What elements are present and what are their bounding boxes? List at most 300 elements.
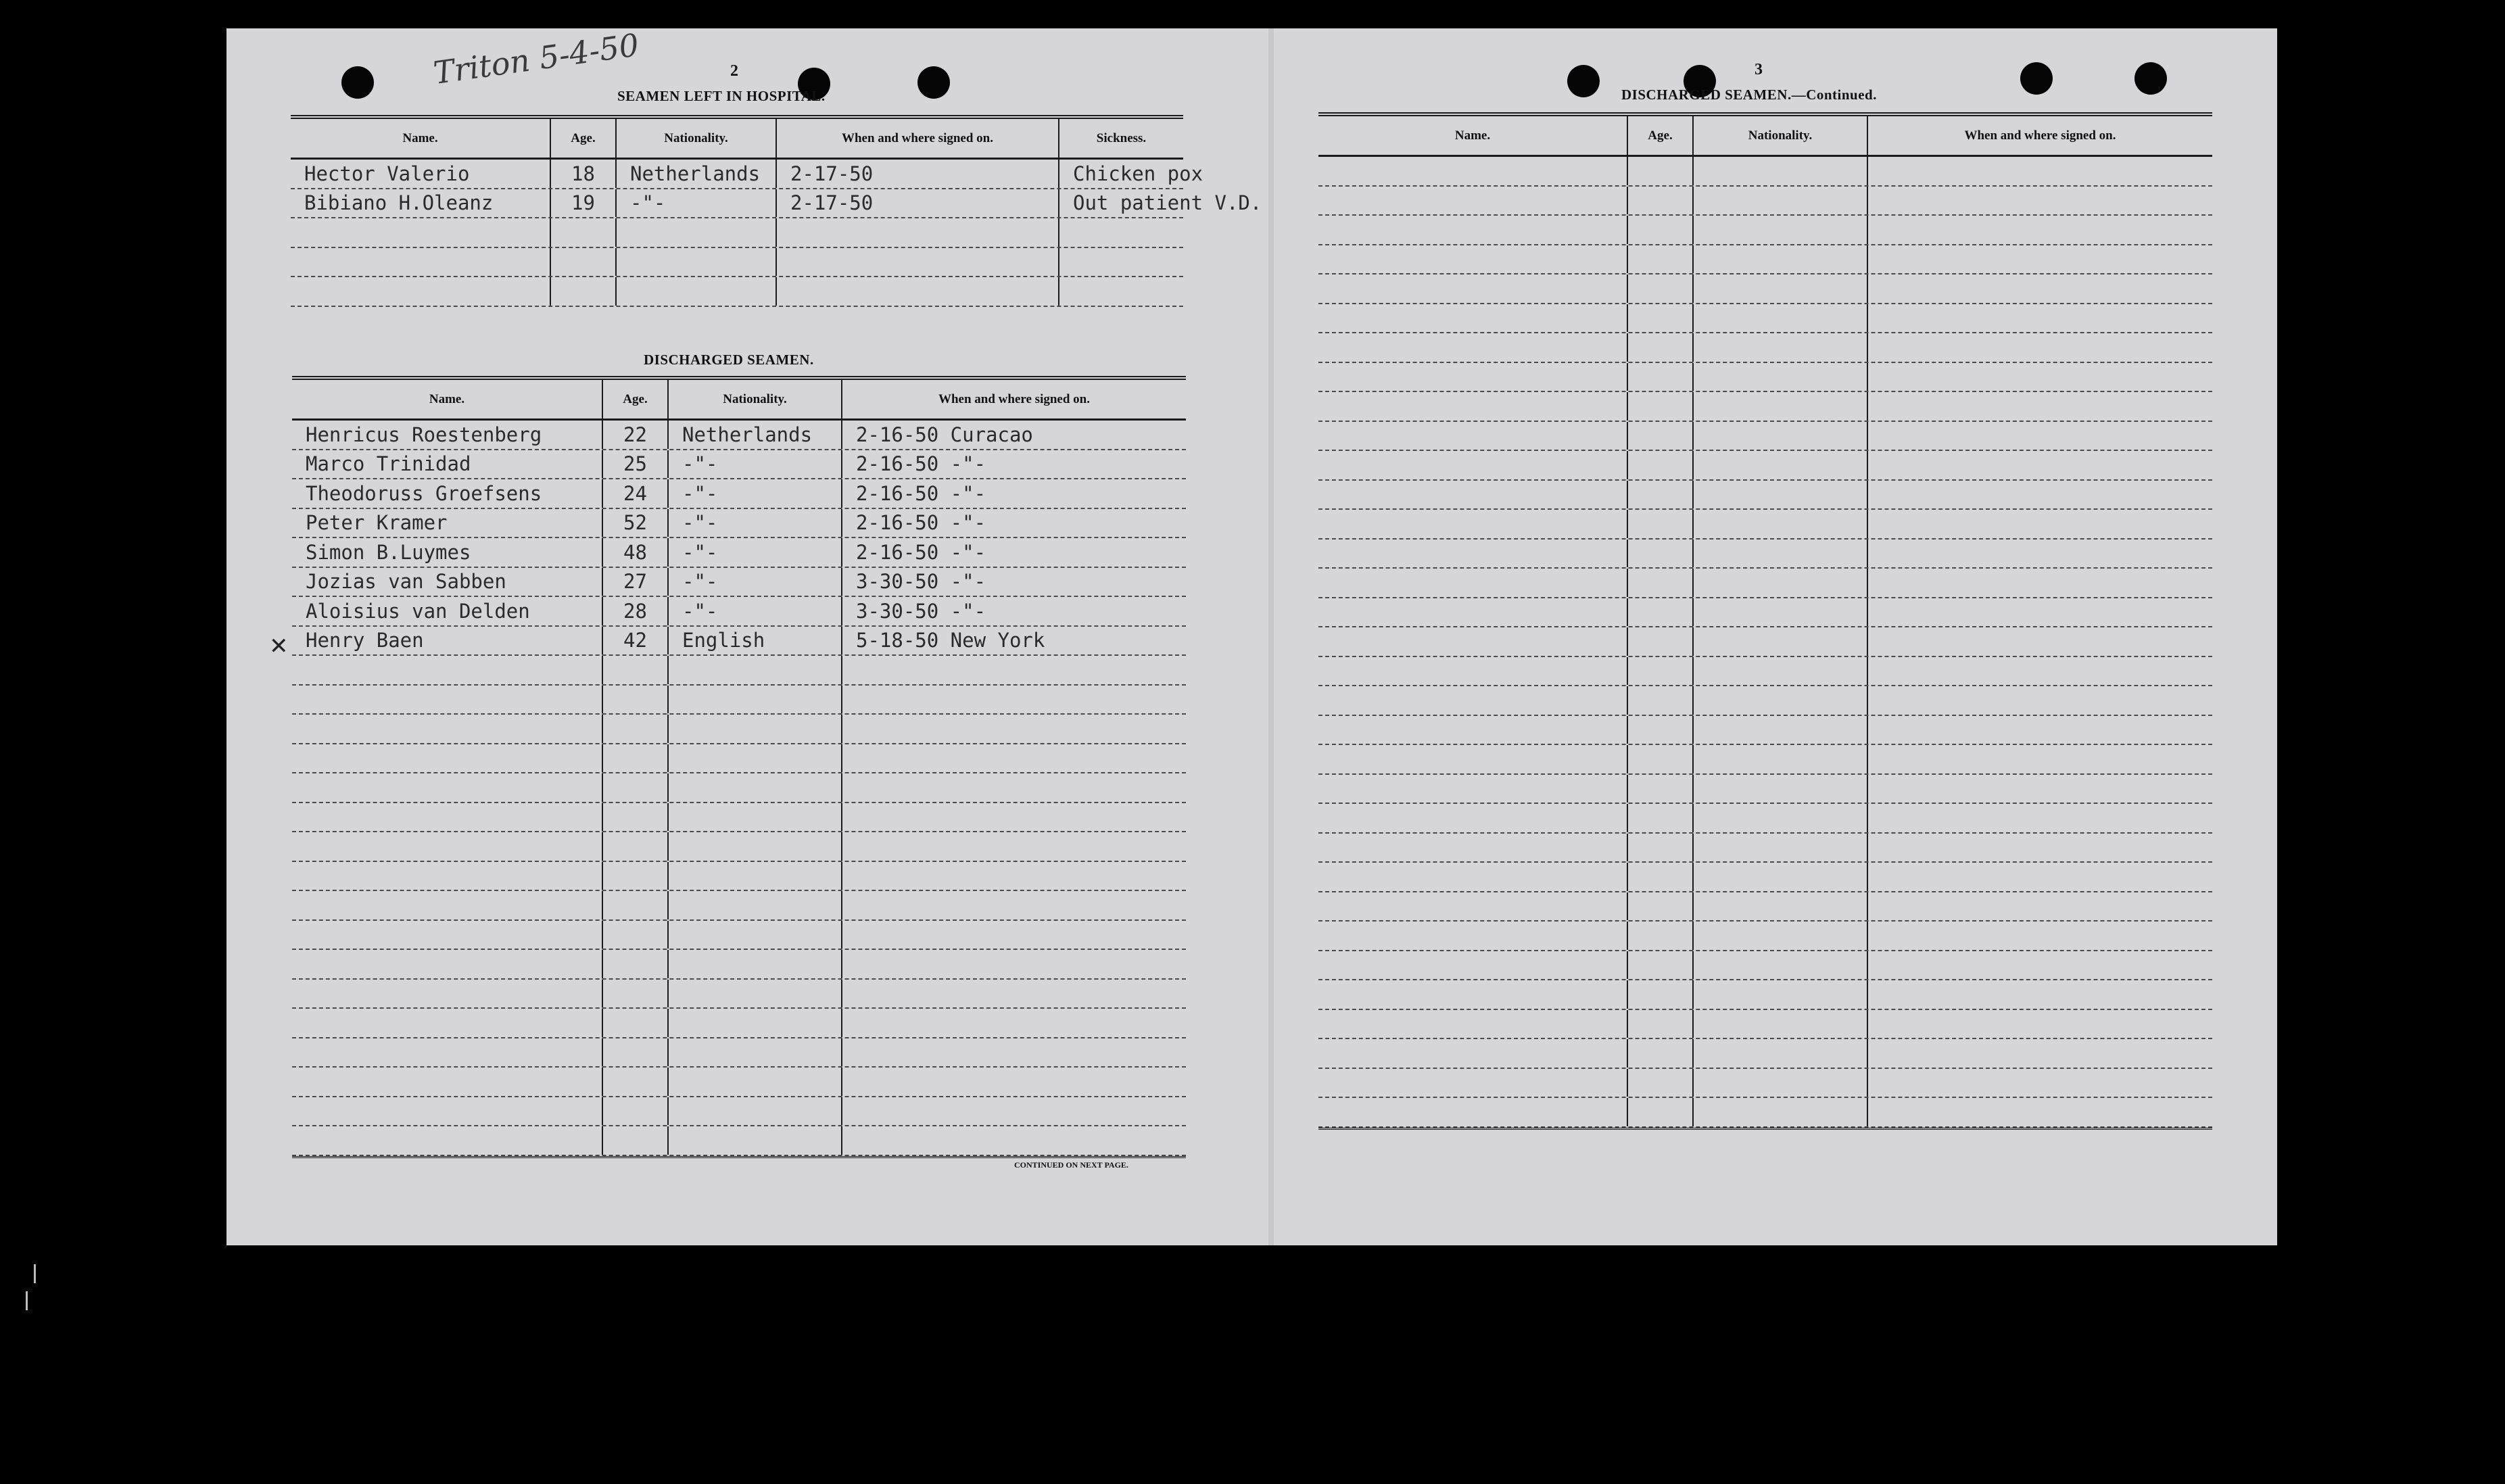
blank-cell [1318, 657, 1628, 686]
table-row [1318, 775, 2212, 805]
blank-cell [1868, 863, 2212, 891]
blank-cell [669, 686, 842, 714]
blank-cell [1318, 363, 1628, 391]
blank-cell [1868, 716, 2212, 744]
blank-cell [1694, 716, 1868, 744]
table-row [1318, 951, 2212, 981]
table-row [1318, 804, 2212, 834]
blank-cell [292, 715, 603, 743]
table-row [292, 1126, 1186, 1156]
table-row [1318, 1069, 2212, 1099]
blank-cell [292, 1068, 603, 1096]
col-header-age: Age. [551, 119, 617, 158]
blank-cell [842, 773, 1186, 802]
blank-cell [292, 921, 603, 949]
right-section-title: DISCHARGED SEAMEN.—Continued. [1621, 87, 1877, 103]
hospital-section-title: SEAMEN LEFT IN HOSPITAL. [617, 88, 826, 104]
blank-cell [292, 862, 603, 890]
blank-cell [1628, 1039, 1694, 1068]
blank-cell [1694, 363, 1868, 391]
sickness-cell [1059, 218, 1183, 247]
blank-cell [1318, 481, 1628, 509]
signed-on-cell: 2-17-50 [777, 189, 1059, 218]
blank-cell [669, 1068, 842, 1096]
blank-cell [1868, 245, 2212, 274]
blank-cell [1628, 274, 1694, 303]
blank-cell [1318, 187, 1628, 215]
blank-cell [1694, 657, 1868, 686]
blank-cell [1868, 540, 2212, 568]
blank-cell [603, 803, 669, 832]
blank-cell [1318, 775, 1628, 803]
blank-cell [1318, 921, 1628, 950]
blank-cell [292, 950, 603, 978]
blank-cell [1628, 980, 1694, 1009]
nationality-cell: -"- [669, 597, 842, 625]
punch-hole [2134, 62, 2167, 95]
blank-cell [1868, 510, 2212, 538]
table-row [291, 189, 1262, 219]
blank-cell [1628, 1098, 1694, 1126]
continued-table-body [1318, 157, 2212, 1128]
blank-cell [1868, 157, 2212, 185]
table-row [1318, 333, 2212, 363]
name-cell: Aloisius van Delden [292, 597, 603, 625]
blank-cell [603, 891, 669, 919]
blank-cell [669, 862, 842, 890]
blank-cell [1868, 686, 2212, 715]
blank-cell [1318, 569, 1628, 597]
table-row [291, 248, 1183, 278]
table-row [292, 568, 1186, 598]
blank-cell [292, 891, 603, 919]
blank-cell [603, 921, 669, 949]
table-row [292, 421, 1186, 450]
blank-cell [1868, 363, 2212, 391]
punch-hole [1567, 65, 1600, 97]
blank-cell [1628, 863, 1694, 891]
signed-on-cell [777, 248, 1059, 277]
blank-cell [1868, 921, 2212, 950]
table-row [292, 1068, 1186, 1097]
table-row [1318, 598, 2212, 628]
blank-cell [1628, 333, 1694, 362]
blank-cell [842, 1009, 1186, 1037]
age-cell: 22 [603, 421, 669, 449]
blank-cell [292, 980, 603, 1008]
blank-cell [1868, 333, 2212, 362]
blank-cell [669, 950, 842, 978]
continued-table-header [1318, 116, 2212, 157]
blank-cell [1318, 304, 1628, 333]
blank-cell [603, 980, 669, 1008]
col-header-age: Age. [603, 380, 669, 418]
page-number-left: 2 [730, 62, 738, 80]
age-cell: 24 [603, 479, 669, 508]
table-row [292, 744, 1186, 774]
blank-cell [1628, 157, 1694, 185]
blank-cell [1868, 1039, 2212, 1068]
table-row [292, 1038, 1186, 1068]
age-cell: 52 [603, 509, 669, 537]
name-cell [291, 248, 551, 277]
nationality-cell: -"- [617, 189, 777, 218]
blank-cell [842, 686, 1186, 714]
blank-cell [669, 1097, 842, 1126]
age-cell: 18 [551, 160, 617, 188]
blank-cell [292, 803, 603, 832]
blank-cell [1318, 510, 1628, 538]
blank-cell [603, 1038, 669, 1067]
blank-cell [1694, 481, 1868, 509]
table-row [1318, 921, 2212, 951]
discharged-section-title: DISCHARGED SEAMEN. [644, 352, 814, 368]
age-cell [551, 218, 617, 247]
sickness-cell: Chicken pox [1073, 162, 1203, 185]
blank-cell [1318, 892, 1628, 921]
sickness-cell: Out patient V.D. [1073, 191, 1262, 214]
blank-cell [1868, 1010, 2212, 1038]
hospital-table-header [291, 119, 1183, 160]
blank-cell [1868, 392, 2212, 421]
blank-cell [1868, 627, 2212, 656]
blank-cell [1318, 716, 1628, 744]
blank-cell [292, 744, 603, 773]
table-row [1318, 716, 2212, 746]
blank-cell [1318, 157, 1628, 185]
signed-on-cell [777, 218, 1059, 247]
blank-cell [1628, 598, 1694, 627]
blank-cell [1694, 1098, 1868, 1126]
blank-cell [292, 1126, 603, 1155]
blank-cell [1694, 1069, 1868, 1097]
table-row [292, 686, 1186, 715]
table-row [292, 803, 1186, 833]
signed-on-cell: 5-18-50 New York [856, 629, 1045, 652]
table-row [1318, 510, 2212, 540]
page-number-right: 3 [1755, 61, 1763, 78]
sickness-cell [1059, 248, 1183, 277]
blank-cell [1868, 834, 2212, 862]
table-row [1318, 451, 2212, 481]
blank-cell [1318, 627, 1628, 656]
age-cell [551, 277, 617, 306]
table-row [291, 218, 1183, 248]
col-header-sickness: Sickness. [1096, 130, 1147, 145]
blank-cell [603, 950, 669, 978]
blank-cell [842, 832, 1186, 861]
age-cell: 19 [551, 189, 617, 218]
blank-cell [1318, 980, 1628, 1009]
blank-cell [292, 686, 603, 714]
table-bottom-rule [1318, 1128, 2212, 1132]
blank-cell [1628, 834, 1694, 862]
blank-cell [1868, 745, 2212, 773]
blank-cell [1868, 304, 2212, 333]
table-row [292, 627, 1186, 656]
blank-cell [1318, 834, 1628, 862]
continued-note: CONTINUED ON NEXT PAGE. [1014, 1160, 1128, 1170]
blank-cell [669, 715, 842, 743]
table-row [292, 597, 1186, 627]
blank-cell [1318, 392, 1628, 421]
signed-on-cell: 3-30-50 -"- [856, 570, 986, 593]
age-cell: 42 [603, 627, 669, 655]
blank-cell [1694, 775, 1868, 803]
table-row [1318, 1098, 2212, 1128]
table-row [292, 980, 1186, 1009]
blank-cell [842, 744, 1186, 773]
blank-cell [1868, 422, 2212, 450]
blank-cell [842, 921, 1186, 949]
nationality-cell: Netherlands [669, 421, 842, 449]
age-cell: 25 [603, 450, 669, 479]
blank-cell [603, 686, 669, 714]
name-cell: Peter Kramer [292, 509, 603, 537]
blank-cell [1318, 598, 1628, 627]
table-row [292, 921, 1186, 951]
blank-cell [1694, 333, 1868, 362]
blank-cell [1694, 422, 1868, 450]
name-cell: Bibiano H.Oleanz [291, 189, 551, 218]
blank-cell [1694, 451, 1868, 479]
col-header-nationality: Nationality. [669, 380, 842, 418]
nationality-cell: -"- [669, 509, 842, 537]
blank-cell [1694, 1010, 1868, 1038]
blank-cell [1694, 921, 1868, 950]
blank-cell [1628, 392, 1694, 421]
blank-cell [1868, 1069, 2212, 1097]
blank-cell [1628, 657, 1694, 686]
blank-cell [1318, 745, 1628, 773]
blank-cell [292, 1009, 603, 1037]
scan-speck [26, 1291, 28, 1310]
table-bottom-rule [292, 1156, 1186, 1160]
blank-cell [842, 950, 1186, 978]
blank-cell [1628, 451, 1694, 479]
blank-cell [669, 832, 842, 861]
name-cell [291, 218, 551, 247]
blank-cell [1694, 274, 1868, 303]
signed-on-cell: 2-16-50 -"- [856, 481, 986, 505]
nationality-cell: -"- [669, 538, 842, 567]
col-header-signed-on: When and where signed on. [1964, 128, 2116, 143]
nationality-cell: -"- [669, 568, 842, 596]
table-row [1318, 540, 2212, 569]
blank-cell [1694, 392, 1868, 421]
blank-cell [1628, 216, 1694, 244]
table-row [1318, 245, 2212, 275]
age-cell: 48 [603, 538, 669, 567]
blank-cell [842, 803, 1186, 832]
blank-cell [603, 1126, 669, 1155]
table-row [292, 862, 1186, 892]
sickness-cell [1059, 277, 1183, 306]
blank-cell [1628, 1069, 1694, 1097]
blank-cell [1868, 657, 2212, 686]
blank-cell [669, 773, 842, 802]
blank-cell [1318, 216, 1628, 244]
blank-cell [1318, 245, 1628, 274]
blank-cell [1868, 598, 2212, 627]
blank-cell [1318, 274, 1628, 303]
blank-cell [1628, 569, 1694, 597]
page-fold [1268, 28, 1274, 1245]
blank-cell [1694, 187, 1868, 215]
blank-cell [1694, 863, 1868, 891]
table-row [292, 950, 1186, 980]
name-cell: Henricus Roestenberg [292, 421, 603, 449]
nationality-cell: English [669, 627, 842, 655]
blank-cell [1628, 363, 1694, 391]
blank-cell [669, 1009, 842, 1037]
nationality-cell: -"- [669, 479, 842, 508]
blank-cell [1868, 775, 2212, 803]
blank-cell [669, 891, 842, 919]
blank-cell [1318, 1098, 1628, 1126]
blank-cell [1694, 540, 1868, 568]
blank-cell [1628, 921, 1694, 950]
blank-cell [842, 1038, 1186, 1067]
blank-cell [1694, 1039, 1868, 1068]
blank-cell [292, 1038, 603, 1067]
table-row [1318, 216, 2212, 245]
blank-cell [1628, 745, 1694, 773]
blank-cell [669, 921, 842, 949]
name-cell: Simon B.Luymes [292, 538, 603, 567]
blank-cell [669, 1038, 842, 1067]
blank-cell [1318, 804, 1628, 832]
blank-cell [1694, 157, 1868, 185]
age-cell: 28 [603, 597, 669, 625]
table-row [1318, 363, 2212, 393]
blank-cell [1628, 686, 1694, 715]
blank-cell [1694, 745, 1868, 773]
blank-cell [1868, 569, 2212, 597]
table-row [1318, 686, 2212, 716]
blank-cell [1694, 510, 1868, 538]
blank-cell [603, 715, 669, 743]
table-row [1318, 745, 2212, 775]
nationality-cell [617, 277, 777, 306]
blank-cell [1628, 1010, 1694, 1038]
table-row [1318, 1010, 2212, 1040]
table-row [1318, 627, 2212, 657]
blank-cell [1694, 980, 1868, 1009]
blank-cell [292, 832, 603, 861]
scan-speck [34, 1264, 36, 1283]
punch-hole [341, 66, 374, 99]
blank-cell [1318, 451, 1628, 479]
name-cell [291, 277, 551, 306]
blank-cell [842, 1068, 1186, 1096]
blank-cell [1868, 481, 2212, 509]
blank-cell [1868, 804, 2212, 832]
blank-cell [292, 1097, 603, 1126]
table-row [1318, 863, 2212, 892]
blank-cell [669, 1126, 842, 1155]
col-header-signed-on: When and where signed on. [938, 391, 1090, 406]
signed-on-cell: 2-16-50 Curacao [856, 423, 1033, 446]
discharged-table [292, 376, 1186, 1160]
blank-cell [842, 715, 1186, 743]
blank-cell [1318, 333, 1628, 362]
blank-cell [1868, 216, 2212, 244]
table-row [1318, 187, 2212, 216]
table-row [1318, 1039, 2212, 1069]
blank-cell [1694, 627, 1868, 656]
age-cell: 27 [603, 568, 669, 596]
blank-cell [842, 862, 1186, 890]
signed-on-cell: 2-16-50 -"- [856, 540, 986, 564]
table-row [292, 538, 1186, 568]
table-row [292, 479, 1186, 509]
blank-cell [1694, 216, 1868, 244]
table-row [292, 832, 1186, 862]
table-row [1318, 157, 2212, 187]
blank-cell [842, 980, 1186, 1008]
blank-cell [1694, 569, 1868, 597]
check-mark: ✕ [269, 633, 289, 660]
table-row [292, 891, 1186, 921]
blank-cell [669, 803, 842, 832]
blank-cell [1318, 686, 1628, 715]
name-cell: Henry Baen [292, 627, 603, 655]
blank-cell [669, 656, 842, 684]
col-header-nationality: Nationality. [1694, 116, 1868, 155]
blank-cell [603, 1068, 669, 1096]
table-row [292, 715, 1186, 744]
table-row [1318, 980, 2212, 1010]
blank-cell [1318, 1069, 1628, 1097]
blank-cell [1868, 1098, 2212, 1126]
table-row [292, 1009, 1186, 1038]
col-header-signed-on: When and where signed on. [777, 119, 1059, 158]
blank-cell [1628, 716, 1694, 744]
blank-cell [669, 744, 842, 773]
blank-cell [1318, 422, 1628, 450]
blank-cell [1694, 598, 1868, 627]
blank-cell [1318, 863, 1628, 891]
col-header-name: Name. [291, 119, 551, 158]
name-cell: Jozias van Sabben [292, 568, 603, 596]
nationality-cell: -"- [669, 450, 842, 479]
blank-cell [603, 773, 669, 802]
blank-cell [1628, 187, 1694, 215]
table-row [292, 509, 1186, 539]
signed-on-cell: 2-17-50 [777, 160, 1059, 188]
discharged-table-body [292, 421, 1186, 1156]
blank-cell [1868, 187, 2212, 215]
blank-cell [1694, 304, 1868, 333]
table-row [292, 773, 1186, 803]
hospital-table [291, 115, 1262, 307]
discharged-continued-table [1318, 112, 2212, 1132]
blank-cell [842, 1126, 1186, 1155]
table-row [291, 160, 1203, 189]
blank-cell [842, 656, 1186, 684]
col-header-name: Name. [292, 380, 603, 418]
blank-cell [603, 744, 669, 773]
blank-cell [603, 862, 669, 890]
table-row [1318, 834, 2212, 863]
punch-hole [2020, 62, 2053, 95]
blank-cell [1628, 481, 1694, 509]
blank-cell [292, 656, 603, 684]
blank-cell [603, 1097, 669, 1126]
signed-on-cell: 2-16-50 -"- [856, 511, 986, 534]
table-row [1318, 422, 2212, 452]
